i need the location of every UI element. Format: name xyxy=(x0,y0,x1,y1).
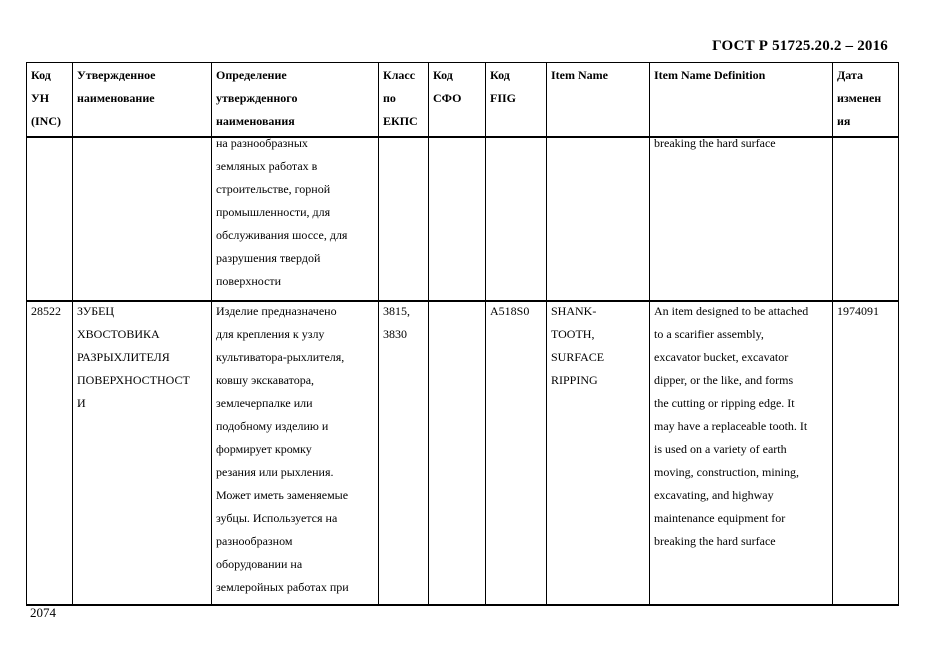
cell-change-date xyxy=(833,137,899,301)
cell-item-name: SHANK- TOOTH, SURFACE RIPPING xyxy=(547,301,650,605)
header-change-date: Дата изменен ия xyxy=(833,63,899,138)
cell-approved-name xyxy=(73,137,212,301)
cell-inc: 28522 xyxy=(27,301,73,605)
header-ekps-class: Класс по ЕКПС xyxy=(379,63,429,138)
cell-definition: Изделие предназначено для крепления к узлу культиватора-рыхлителя, ковшу экскаватора, землечерпалке или подобному изделию и формирует кромку резания или рыхления. Может иметь заменяемые зубцы. Используется на разнообразном оборудовании на землеройных работах при xyxy=(212,301,379,605)
table-row-continuation xyxy=(27,137,899,301)
cell-sfo-code xyxy=(429,301,486,605)
table-header-row xyxy=(27,63,899,138)
cell-item-name-definition: breaking the hard surface xyxy=(650,137,833,301)
cell-change-date: 1974091 xyxy=(833,301,899,605)
document-header: ГОСТ Р 51725.20.2 – 2016 xyxy=(712,38,888,54)
cell-item-name xyxy=(547,137,650,301)
header-sfo-code: Код СФО xyxy=(429,63,486,138)
header-item-name-definition: Item Name Definition xyxy=(650,63,833,138)
cell-definition: на разнообразных земляных работах в строительстве, горной промышленности, для обслуживания шоссе, для разрушения твердой поверхности xyxy=(212,137,379,301)
header-inc: Код УН (INC) xyxy=(27,63,73,138)
header-definition: Определение утвержденного наименования xyxy=(212,63,379,138)
cell-ekps-class: 3815, 3830 xyxy=(379,301,429,605)
header-item-name: Item Name xyxy=(547,63,650,138)
cell-ekps-class xyxy=(379,137,429,301)
inc-table xyxy=(26,62,899,606)
page-number: 2074 xyxy=(30,605,56,620)
cell-fiig-code: A518S0 xyxy=(486,301,547,605)
cell-item-name-definition: An item designed to be attached to a scarifier assembly, excavator bucket, excavator dipper, or the like, and forms the cutting or ripping edge. It may have a replaceable tooth. It is used on a variety of earth moving, construction, mining, excavating, and highway maintenance equipment for breaking the hard surface xyxy=(650,301,833,605)
table-row-28522 xyxy=(27,301,899,605)
header-approved-name: Утвержденное наименование xyxy=(73,63,212,138)
cell-fiig-code xyxy=(486,137,547,301)
cell-sfo-code xyxy=(429,137,486,301)
cell-inc xyxy=(27,137,73,301)
header-fiig-code: Код FIIG xyxy=(486,63,547,138)
cell-approved-name: ЗУБЕЦ ХВОСТОВИКА РАЗРЫХЛИТЕЛЯ ПОВЕРХНОСТНОСТ И xyxy=(73,301,212,605)
